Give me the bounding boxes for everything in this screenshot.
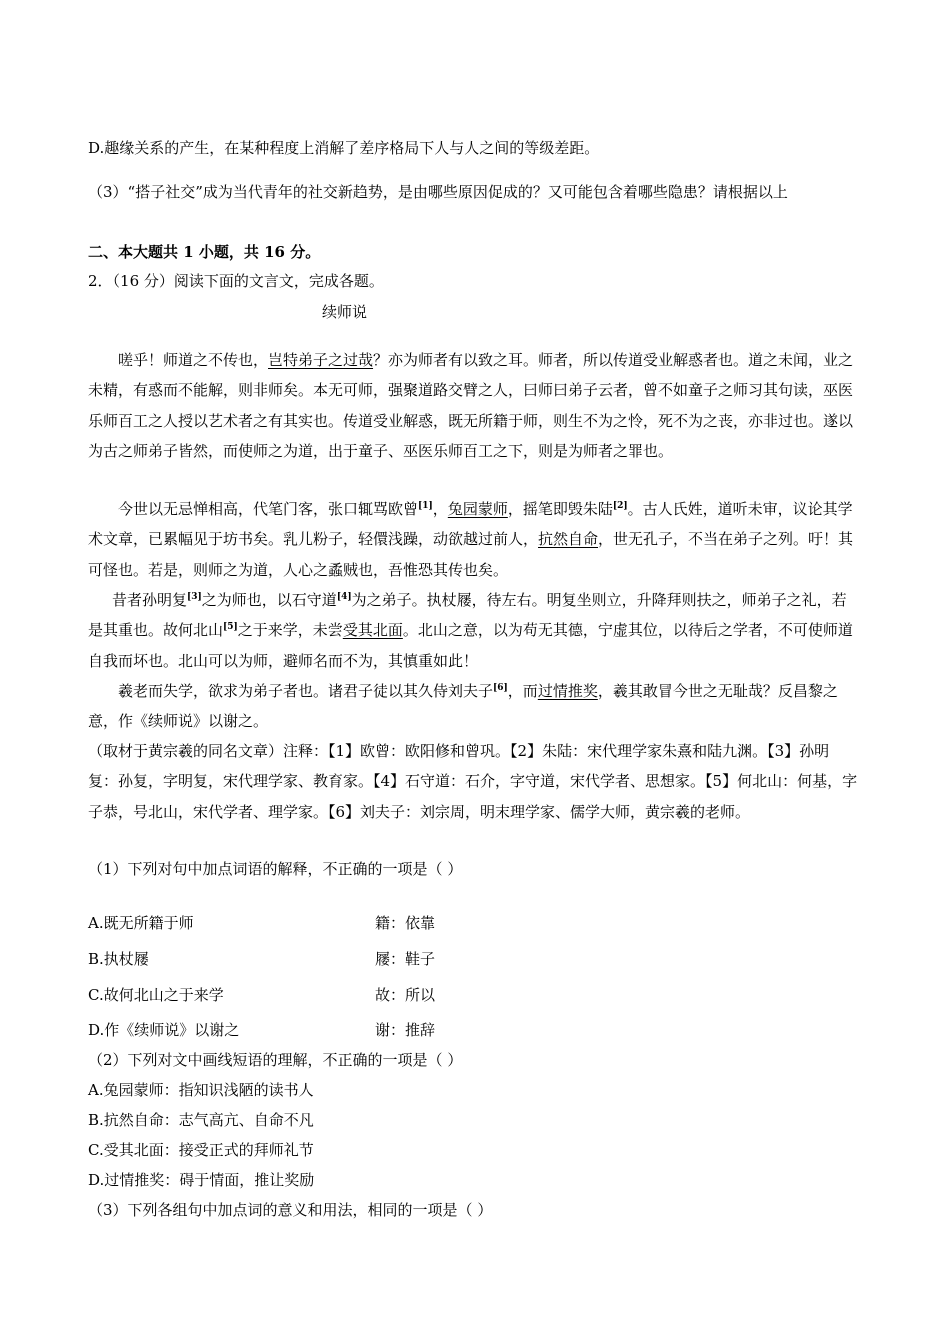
underlined-phrase: 受其北面 bbox=[342, 621, 403, 640]
s1-option-b-gloss: 屦：鞋子 bbox=[375, 950, 436, 968]
s1-option-d: D.作《续师说》以谢之 bbox=[88, 1021, 240, 1039]
footnote-ref: [2] bbox=[612, 501, 628, 511]
q1-subquestion-3: （3）“搭子社交”成为当代青年的社交新趋势，是由哪些原因促成的？又可能包含着哪些隐患？请根据以上 bbox=[88, 183, 788, 201]
s2-option-c: C.受其北面：接受正式的拜师礼节 bbox=[88, 1141, 314, 1159]
q1-option-d: D.趣缘关系的产生，在某种程度上消解了差序格局下人与人之间的等级差距。 bbox=[88, 139, 600, 157]
underlined-phrase: 岂特弟子之过哉 bbox=[268, 351, 374, 369]
s1-option-c: C.故何北山之于来学 bbox=[88, 986, 224, 1004]
question-2-intro: 2．（16 分）阅读下面的文言文，完成各题。 bbox=[88, 272, 384, 290]
passage-paragraph-2: 今世以无忌惮相高，代笔门客，张口辄骂欧曾[1]，兔园蒙师，摇笔即毁朱陆[2]。古人氏姓，道听未审，议论其学术文章，已累幅见于坊书矣。乳儿粉子，轻儇浅躁，动欲越过前人，抗然自命，世无孔子，不当在弟子之列。吁！其可怪也。若是，则师之为道，人心之蟊贼也，吾惟恐其传也矣。 bbox=[88, 500, 854, 579]
footnote-ref: [5] bbox=[223, 622, 238, 633]
passage-paragraph-4: 羲老而失学，欲求为弟子者也。诸君子徒以其久侍刘夫子[6]，而过情推奖，羲其敢冒今世之无耻哉？反昌黎之意，作《续师说》以谢之。 bbox=[88, 682, 838, 731]
footnotes: （取材于黄宗羲的同名文章）注释：【1】欧曾：欧阳修和曾巩。【2】朱陆：宋代理学家朱熹和陆九渊。【3】孙明复：孙复，字明复，宋代理学家、教育家。【4】石守道：石介，字守道，宋代学者、思想家。【5】何北山：何基，字子恭，号北山，宋代学者、理学家。【6】刘夫子：刘宗周，明末理学家、儒学大师，黄宗羲的老师。 bbox=[88, 742, 858, 821]
passage-title: 续师说 bbox=[322, 303, 368, 321]
s1-option-b: B.执杖屦 bbox=[88, 950, 149, 968]
s2-option-d: D.过情推奖：碍于情面，推让奖励 bbox=[88, 1171, 315, 1189]
s1-option-d-gloss: 谢：推辞 bbox=[375, 1021, 436, 1039]
footnote-ref: [6] bbox=[493, 683, 508, 693]
subquestion-2-stem: （2）下列对文中画线短语的理解，不正确的一项是（ ） bbox=[88, 1051, 463, 1069]
footnote-ref: [4] bbox=[336, 592, 352, 602]
passage-paragraph-3: 昔者孙明复[3]之为师也，以石守道[4]为之弟子。执杖屦，待左右。明复坐则立，升降拜则扶之，师弟子之礼，若是其重也。故何北山[5]之于来学，未尝受其北面。北山之意，以为苟无其德，宁虚其位，以待后之学者，不可使师道自我而坏也。北山可以为师，避师名而不为，其慎重如此！ bbox=[88, 591, 853, 670]
footnote-ref: [1] bbox=[418, 501, 433, 511]
subquestion-3-stem: （3）下列各组句中加点词的意义和用法，相同的一项是（ ） bbox=[88, 1201, 493, 1219]
underlined-phrase: 兔园蒙师 bbox=[447, 500, 508, 518]
footnote-ref: [3] bbox=[187, 592, 202, 602]
s1-option-c-gloss: 故：所以 bbox=[375, 986, 436, 1004]
subquestion-1-stem: （1）下列对句中加点词语的解释，不正确的一项是（ ） bbox=[88, 860, 463, 878]
underlined-phrase: 抗然自命 bbox=[538, 530, 599, 549]
underlined-phrase: 过情推奖 bbox=[537, 682, 598, 700]
section-heading: 二、本大题共 1 小题，共 16 分。 bbox=[88, 243, 321, 261]
passage-paragraph-1: 嗟乎！师道之不传也，岂特弟子之过哉？亦为师者有以致之耳。师者，所以传道受业解惑者也。道之未闻，业之未精，有惑而不能解，则非师矣。本无可师，强聚道路交臂之人，曰师曰弟子云者，曾不如童子之师习其句读，巫医乐师百工之人授以艺术者之有其实也。传道受业解惑，既无所籍于师，则生不为之怜，死不为之丧，亦非过也。遂以为古之师弟子皆然，而使师之为道，出于童子、巫医乐师百工之下，则是为师者之罪也。 bbox=[88, 351, 854, 460]
s2-option-a: A.兔园蒙师：指知识浅陋的读书人 bbox=[88, 1081, 314, 1099]
s1-option-a: A.既无所籍于师 bbox=[88, 914, 194, 932]
s2-option-b: B.抗然自命：志气高亢、自命不凡 bbox=[88, 1111, 314, 1129]
s1-option-a-gloss: 籍：依靠 bbox=[375, 914, 436, 932]
